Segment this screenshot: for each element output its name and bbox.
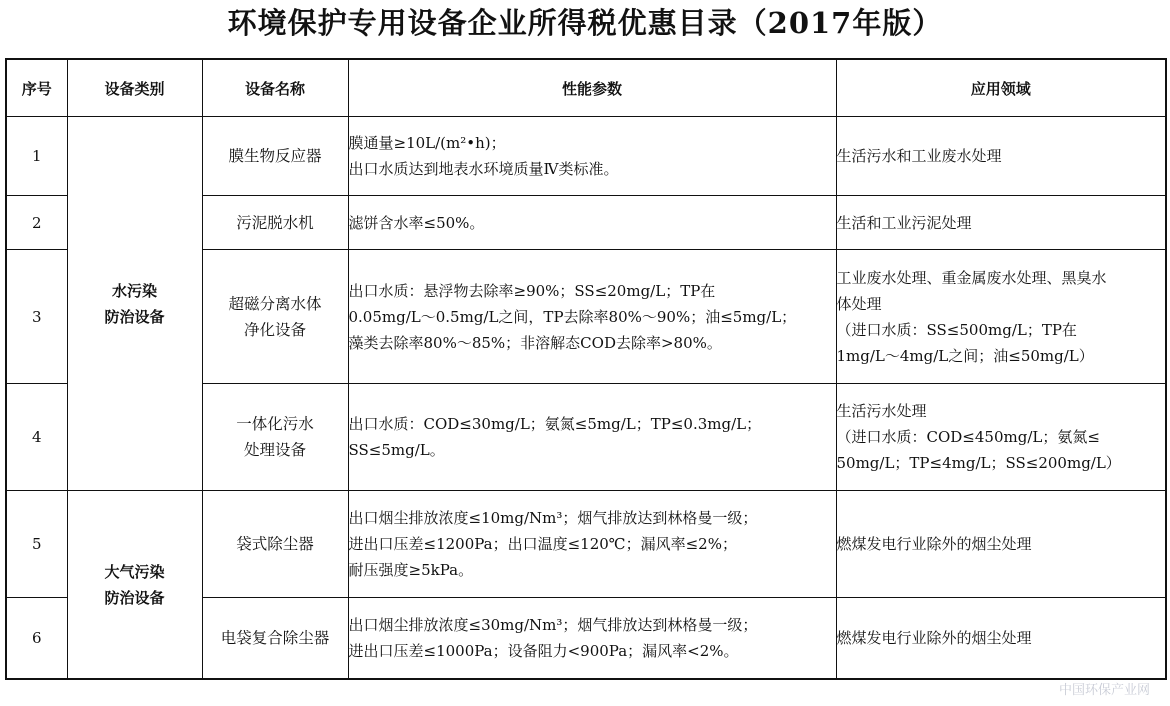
perf-line: 进出口压差≤1000Pa；设备阻力<900Pa；漏风率<2%。 <box>348 642 739 660</box>
category-air <box>67 491 202 680</box>
row-seq: 4 <box>6 384 67 491</box>
performance-cell <box>348 250 836 384</box>
name-line: 净化设备 <box>243 320 306 339</box>
name-line: 一体化污水 <box>236 415 314 433</box>
performance-cell <box>348 598 836 680</box>
perf-line: 藻类去除率80%～85%；非溶解态COD去除率>80%。 <box>348 333 722 352</box>
app-line: 体处理 <box>836 294 882 313</box>
equipment-name <box>202 196 348 250</box>
equipment-name <box>202 491 348 598</box>
category-label: 防治设备 <box>104 307 165 326</box>
application-cell <box>836 598 1166 680</box>
category-label: 防治设备 <box>104 588 165 607</box>
perf-line: 出口烟尘排放浓度≤10mg/Nm³；烟气排放达到林格曼一级； <box>348 509 758 527</box>
perf-line: 滤饼含水率≤50%。 <box>348 213 485 232</box>
performance-cell <box>348 491 836 598</box>
equipment-name <box>202 598 348 680</box>
header-seq: 序号 <box>6 59 67 117</box>
app-line: 生活污水和工业废水处理 <box>836 147 1002 165</box>
row-seq: 6 <box>6 598 67 680</box>
app-line: 生活污水处理 <box>836 402 927 420</box>
perf-line: 0.05mg/L～0.5mg/L之间，TP去除率80%～90%；油≤5mg/L； <box>348 307 797 326</box>
row-seq: 2 <box>6 196 67 250</box>
row-seq: 5 <box>6 491 67 598</box>
name-line: 污泥脱水机 <box>236 213 314 232</box>
name-line: 超磁分离水体 <box>228 294 322 313</box>
app-line: 1mg/L～4mg/L之间；油≤50mg/L） <box>836 346 1094 365</box>
name-line: 处理设备 <box>243 441 306 459</box>
header-application: 应用领域 <box>836 59 1166 117</box>
performance-cell <box>348 117 836 196</box>
document-title: 环境保护专用设备企业所得税优惠目录（2017年版） <box>227 6 943 40</box>
application-cell <box>836 196 1166 250</box>
category-label: 水污染 <box>111 281 157 300</box>
equipment-name <box>202 250 348 384</box>
performance-cell <box>348 196 836 250</box>
application-cell <box>836 491 1166 598</box>
header-performance: 性能参数 <box>348 59 836 117</box>
header-name: 设备名称 <box>202 59 348 117</box>
perf-line: 膜通量≥10L/(m²•h)； <box>348 134 506 152</box>
name-line: 电袋复合除尘器 <box>220 629 330 647</box>
perf-line: 出口水质达到地表水环境质量Ⅳ类标准。 <box>348 160 619 178</box>
app-line: 生活和工业污泥处理 <box>836 213 972 232</box>
perf-line: 出口烟尘排放浓度≤30mg/Nm³；烟气排放达到林格曼一级； <box>348 616 758 634</box>
category-label: 大气污染 <box>104 562 165 581</box>
name-line: 袋式除尘器 <box>236 535 314 553</box>
app-line: 50mg/L；TP≤4mg/L；SS≤200mg/L） <box>836 454 1121 472</box>
application-cell <box>836 384 1166 491</box>
app-line: 燃煤发电行业除外的烟尘处理 <box>836 535 1032 553</box>
perf-line: 出口水质：COD≤30mg/L；氨氮≤5mg/L；TP≤0.3mg/L； <box>348 415 762 433</box>
application-cell <box>836 250 1166 384</box>
header-row <box>6 59 1166 117</box>
row-seq: 1 <box>6 117 67 196</box>
perf-line: 进出口压差≤1200Pa；出口温度≤120℃；漏风率≤2%； <box>348 535 737 553</box>
header-category: 设备类别 <box>67 59 202 117</box>
perf-line: 出口水质：悬浮物去除率≥90%；SS≤20mg/L；TP在 <box>348 281 716 300</box>
perf-line: SS≤5mg/L。 <box>348 441 445 459</box>
performance-cell <box>348 384 836 491</box>
category-water <box>67 117 202 491</box>
equipment-name <box>202 117 348 196</box>
equipment-name <box>202 384 348 491</box>
name-line: 膜生物反应器 <box>228 147 322 165</box>
app-line: 燃煤发电行业除外的烟尘处理 <box>836 629 1032 647</box>
table-row <box>6 117 1166 196</box>
application-cell <box>836 117 1166 196</box>
watermark-logo: 中国环保产业网 <box>1058 683 1150 698</box>
perf-line: 耐压强度≥5kPa。 <box>348 561 474 579</box>
row-seq: 3 <box>6 250 67 384</box>
catalog-table <box>5 58 1167 680</box>
table-row <box>6 491 1166 598</box>
app-line: 工业废水处理、重金属废水处理、黑臭水 <box>836 268 1107 287</box>
app-line: （进口水质：COD≤450mg/L；氨氮≤ <box>836 428 1100 446</box>
app-line: （进口水质：SS≤500mg/L；TP在 <box>836 320 1077 339</box>
